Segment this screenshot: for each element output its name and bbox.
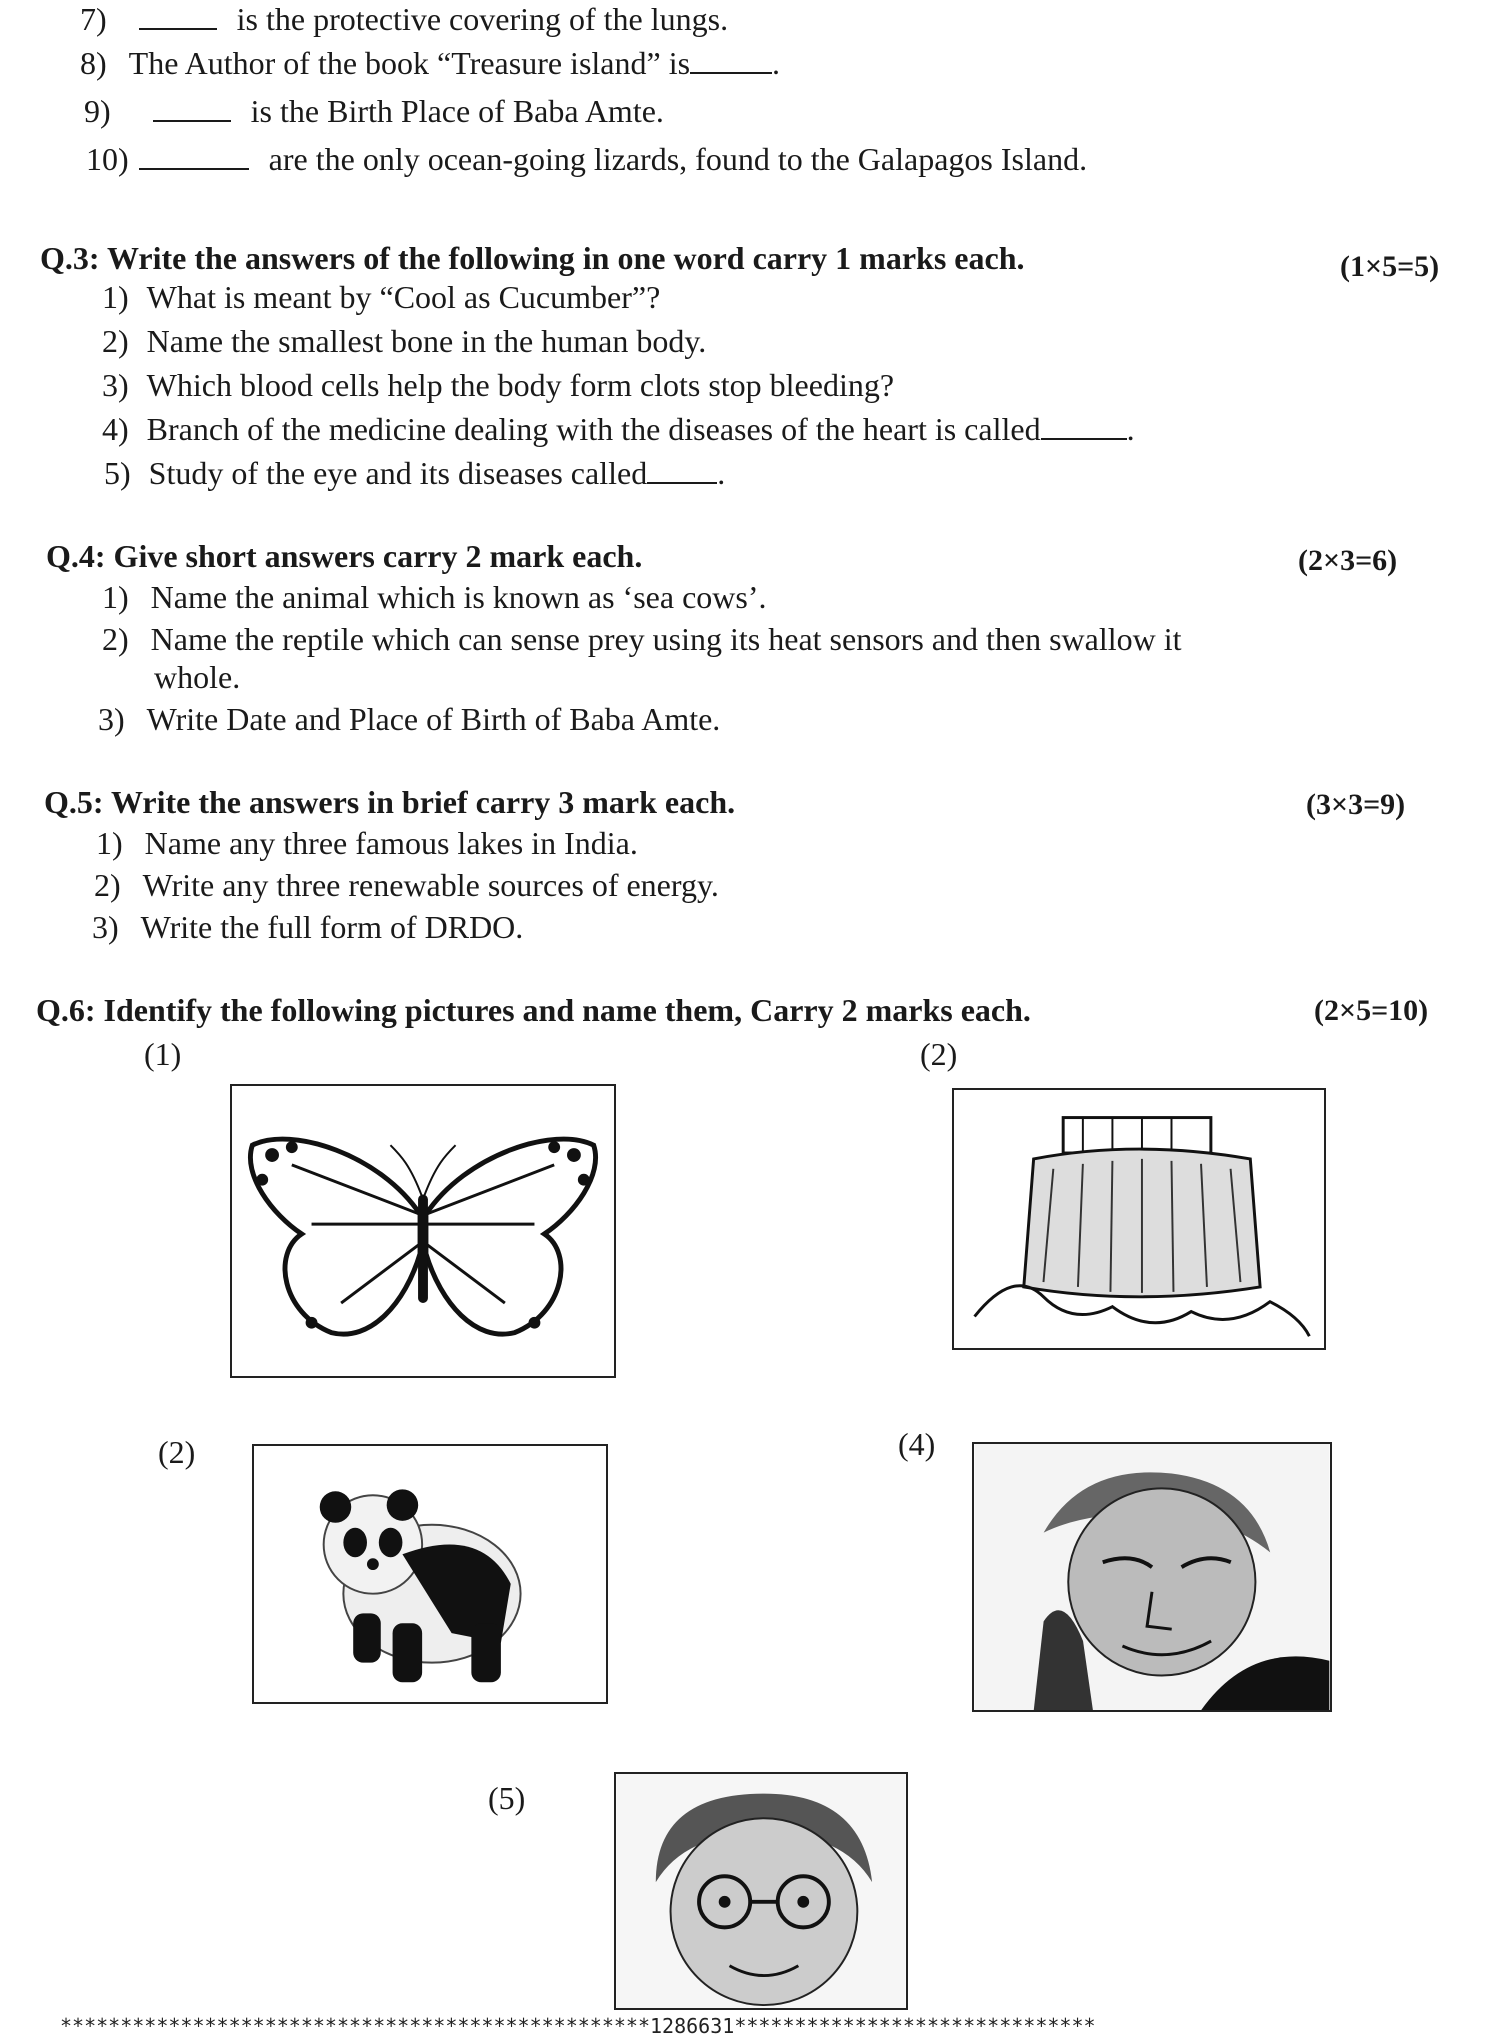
waterfall-picture — [952, 1088, 1326, 1350]
item-text: Name any three famous lakes in India. — [144, 825, 638, 861]
item-number: 3) — [92, 909, 119, 945]
item-number: 10) — [86, 141, 129, 177]
item-text: Which blood cells help the body form clots stop bleeding? — [146, 367, 895, 403]
item-number: 2) — [94, 867, 121, 903]
answer-blank — [139, 142, 249, 170]
item-number: 4) — [102, 411, 129, 447]
answer-blank — [1041, 412, 1127, 440]
top-item-8 — [80, 44, 780, 82]
answer-blank — [647, 456, 717, 484]
picture-label-1: (1) — [144, 1036, 182, 1072]
item-text: Write Date and Place of Birth of Baba Amte. — [146, 701, 721, 737]
item-number: 2) — [102, 621, 129, 657]
top-item-10 — [86, 140, 1087, 178]
panda-icon — [254, 1446, 606, 1702]
top-item-9 — [84, 92, 664, 130]
item-text: What is meant by “Cool as Cucumber”? — [146, 279, 661, 315]
q3-item — [102, 366, 894, 404]
item-text: Name the smallest bone in the human body. — [146, 323, 707, 359]
q3-item — [102, 322, 706, 360]
q4-item — [102, 578, 766, 616]
scientist-portrait-icon — [974, 1444, 1330, 1710]
q4-marks: (2×3=6) — [1298, 544, 1398, 577]
q3-item: 5) Study of the eye and its diseases called . — [104, 455, 726, 491]
item-number: 7) — [80, 1, 107, 37]
footer-code: 1286631 — [650, 2014, 735, 2038]
q5-item — [94, 866, 719, 904]
q5-item — [92, 908, 523, 946]
item-number: 1) — [96, 825, 123, 861]
item-text: Write the full form of DRDO. — [140, 909, 524, 945]
picture-label-4: (4) — [898, 1426, 936, 1462]
answer-blank — [690, 46, 772, 74]
answer-blank — [153, 94, 231, 122]
item-text: Branch of the medicine dealing with the diseases of the heart is called — [146, 411, 1041, 447]
boy-with-glasses-portrait-icon — [616, 1774, 906, 2008]
item-suffix: . — [772, 45, 781, 81]
q4-item-continuation: whole. — [154, 659, 241, 695]
item-number: 3) — [102, 367, 129, 403]
item-text: Name the reptile which can sense prey using its heat sensors and then swallow it — [150, 621, 1182, 657]
q3-item — [102, 278, 660, 316]
item-number: 9) — [84, 93, 111, 129]
item-number: 2) — [102, 323, 129, 359]
item-number: 1) — [102, 579, 129, 615]
q6-marks: (2×5=10) — [1314, 994, 1429, 1027]
q3-marks: (1×5=5) — [1340, 250, 1440, 283]
q5-marks: (3×3=9) — [1306, 788, 1406, 821]
butterfly-icon — [232, 1086, 614, 1376]
picture-label-5: (5) — [488, 1780, 526, 1816]
item-text: Write any three renewable sources of energy. — [142, 867, 719, 903]
picture-label-3: (2) — [158, 1434, 196, 1470]
q5-heading: Q.5: Write the answers in brief carry 3 mark each. — [44, 784, 736, 820]
q4-heading: Q.4: Give short answers carry 2 mark each. — [46, 538, 643, 574]
answer-blank — [139, 2, 217, 30]
item-number: 1) — [102, 279, 129, 315]
q3-item: 4) Branch of the medicine dealing with the diseases of the heart is called . — [102, 411, 1135, 447]
footer-stars-left: ************************************************* — [60, 2014, 651, 2038]
item-number: 8) — [80, 45, 107, 81]
item-text: The Author of the book “Treasure island” is — [128, 45, 691, 81]
q4-item — [98, 700, 720, 738]
q4-item — [102, 620, 1182, 658]
item-text: Study of the eye and its diseases called — [148, 455, 648, 491]
item-text: is the protective covering of the lungs. — [236, 1, 729, 37]
item-text: are the only ocean-going lizards, found to the Galapagos Island. — [268, 141, 1088, 177]
q5-item — [96, 824, 638, 862]
item-number: 5) — [104, 455, 131, 491]
panda-picture — [252, 1444, 608, 1704]
footer-stars-right: ****************************** — [734, 2014, 1096, 2038]
item-text: Name the animal which is known as ‘sea cows’. — [150, 579, 767, 615]
item-text: is the Birth Place of Baba Amte. — [250, 93, 664, 129]
q6-heading: Q.6: Identify the following pictures and name them, Carry 2 marks each. — [36, 992, 1031, 1028]
boy-with-glasses-portrait-picture — [614, 1772, 908, 2010]
picture-label-2: (2) — [920, 1036, 958, 1072]
scientist-portrait-picture — [972, 1442, 1332, 1712]
top-item-7 — [80, 0, 728, 38]
butterfly-picture — [230, 1084, 616, 1378]
item-number: 3) — [98, 701, 125, 737]
footer-stars — [60, 2014, 1096, 2038]
q3-heading: Q.3: Write the answers of the following in one word carry 1 marks each. — [40, 240, 1025, 276]
waterfall-icon — [954, 1090, 1324, 1348]
